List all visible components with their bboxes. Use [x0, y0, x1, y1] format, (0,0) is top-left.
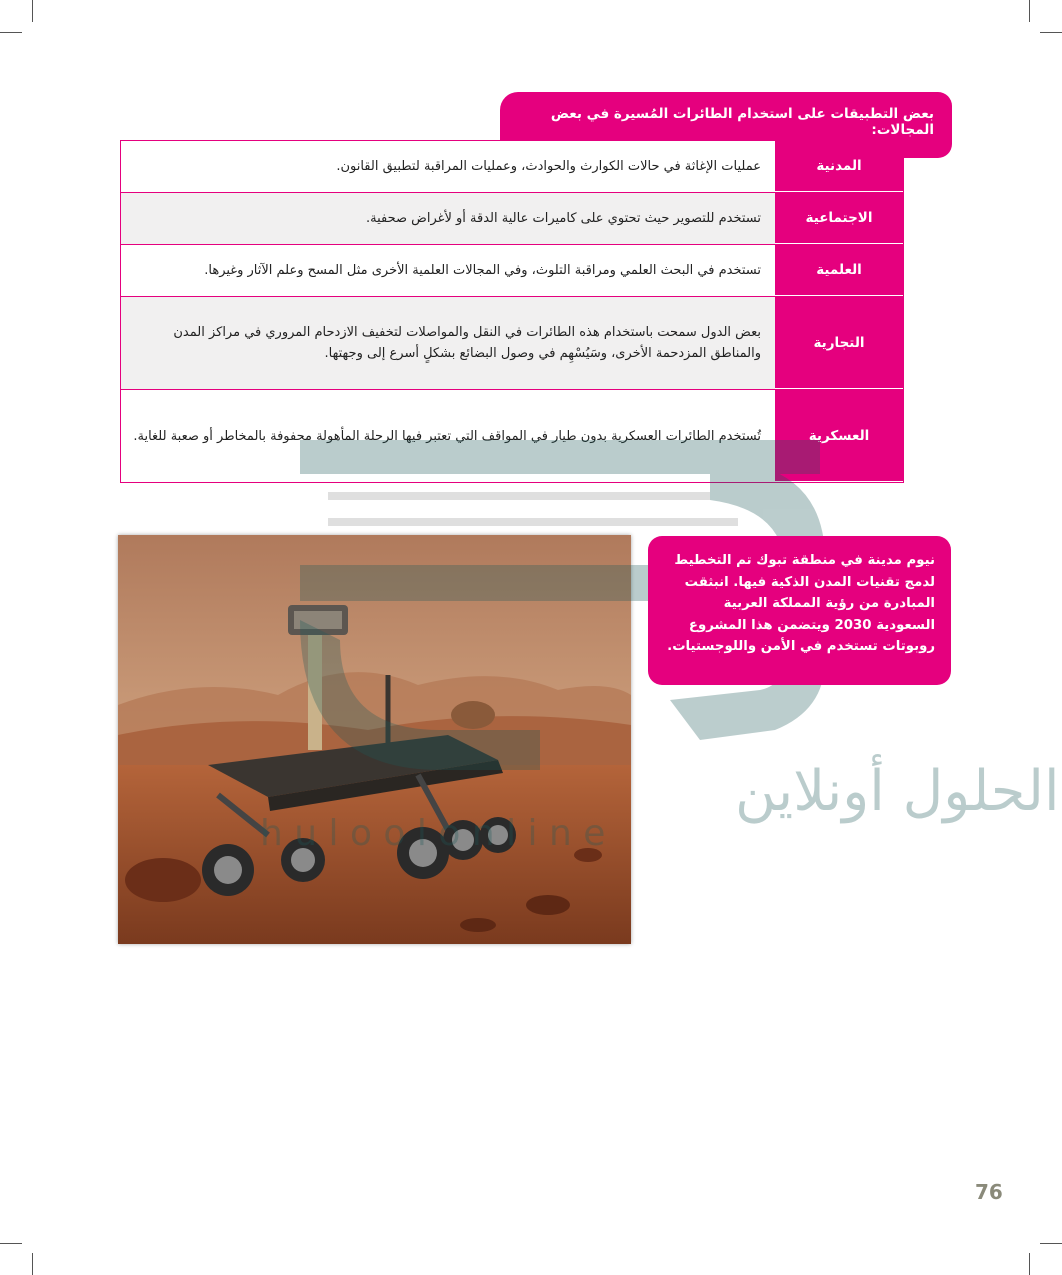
info-note-text: نيوم مدينة في منطقة تبوك تم التخطيط لدمج تقنيات المدن الذكية فيها. انبثقت المبادرة من رؤية المملكة العربية السعودية 2030 ويتضمن هذا المشروع روبوتات تستخدم في الأمن واللوجستيات.	[667, 553, 935, 654]
row-description: بعض الدول سمحت باستخدام هذه الطائرات في النقل والمواصلات لتخفيف الازدحام المروري في مراكز المدن والمناطق المزدحمة الأخرى، وسَيُسْهِم في وصول البضائع بشكلٍ أسرع إلى وجهتها.	[173, 325, 761, 361]
info-note	[648, 536, 951, 685]
table-row	[121, 245, 903, 297]
crop-mark	[32, 0, 33, 22]
section-title: بعض التطبيقات على استخدام الطائرات المُسيرة في بعض المجالات:	[550, 106, 934, 138]
crop-mark	[1040, 1243, 1062, 1244]
mars-rover-image	[118, 535, 631, 944]
watermark-latin: h u l o o l o n l i n e	[260, 813, 606, 854]
crop-mark	[32, 1253, 33, 1275]
row-description: تستخدم للتصوير حيث تحتوي على كاميرات عالية الدقة أو لأغراض صحفية.	[366, 211, 761, 226]
watermark-arabic: الحلول أونلاين	[735, 759, 1060, 824]
table-row	[121, 390, 903, 482]
row-label: العلمية	[775, 245, 903, 296]
row-label: الاجتماعية	[775, 193, 903, 244]
applications-table	[120, 140, 904, 483]
crop-mark	[0, 1243, 22, 1244]
mars-rover-icon	[118, 535, 631, 944]
crop-mark	[1029, 1253, 1030, 1275]
table-row	[121, 193, 903, 245]
row-label: التجارية	[775, 297, 903, 389]
crop-mark	[1040, 32, 1062, 33]
row-description: تُستخدم الطائرات العسكرية بدون طيار في المواقف التي تعتبر فيها الرحلة المأهولة محفوفة بالمخاطر أو صعبة للغاية.	[133, 428, 761, 444]
row-description: تستخدم في البحث العلمي ومراقبة التلوث، وفي المجالات العلمية الأخرى مثل المسح وعلم الآثار وغيرها.	[204, 263, 761, 278]
page-number: 76	[975, 1180, 1003, 1204]
crop-mark	[1029, 0, 1030, 22]
row-label: المدنية	[775, 141, 903, 192]
crop-mark	[0, 32, 22, 33]
table-row	[121, 141, 903, 193]
row-label: العسكرية	[775, 390, 903, 482]
table-row	[121, 297, 903, 390]
row-description: عمليات الإغاثة في حالات الكوارث والحوادث، وعمليات المراقبة لتطبيق القانون.	[336, 159, 761, 174]
